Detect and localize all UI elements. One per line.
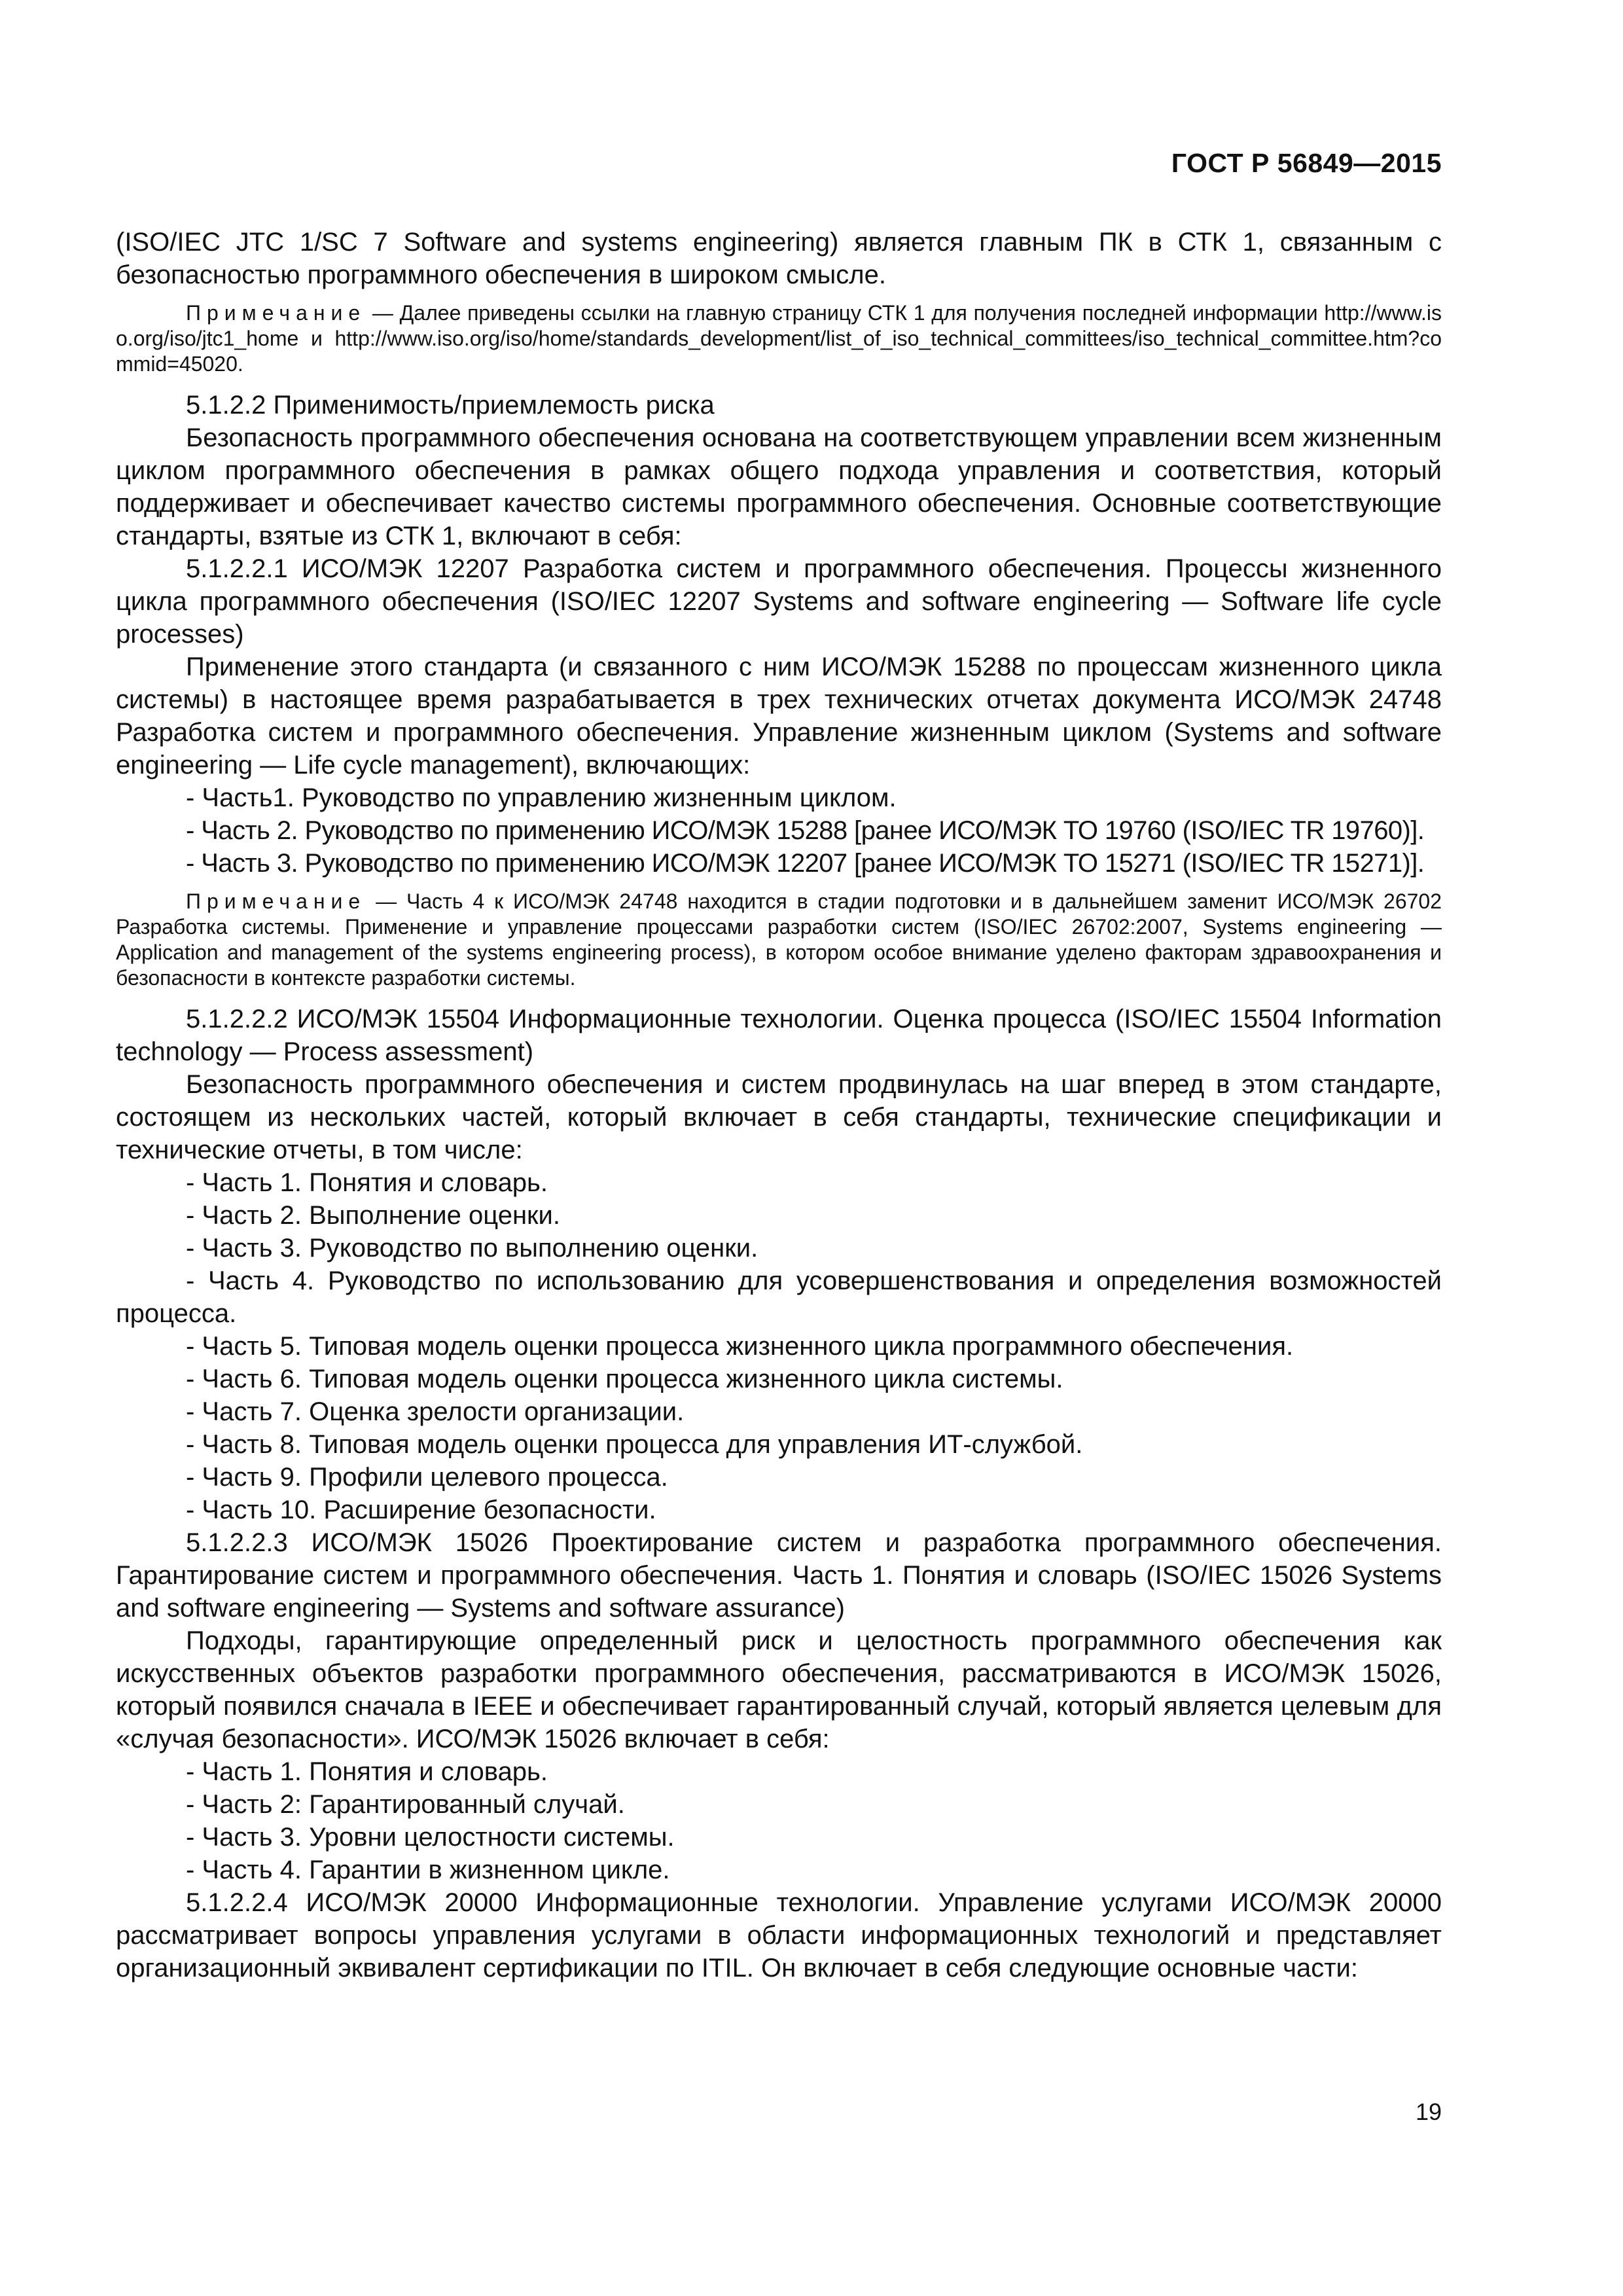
- section-heading: 5.1.2.2.3 ИСО/МЭК 15026 Проектирование систем и разработка программного обеспечения. Гарантирование систем и программного обеспечения. Часть 1. Понятия и словарь (ISO/IEC 15026 Systems and software engineering — Systems and software assurance): [116, 1528, 1442, 1623]
- document-header: ГОСТ Р 56849—2015: [1171, 148, 1442, 178]
- paragraph: Безопасность программного обеспечения и систем продвинулась на шаг вперед в этом стандарте, состоящем из нескольких частей, который включает в себя стандарты, технические спецификации и технические отчеты, в том числе:: [116, 1070, 1442, 1164]
- note-text: — Далее приведены ссылки на главную страницу СТК 1 для получения последней информации http://www.iso.org/iso/jtc1_home и http://www.iso.org/iso/home/standards_development/list_of_iso_technical_committees/iso_technical_committee.htm?commid=45020.: [116, 301, 1442, 376]
- section-heading: 5.1.2.2.2 ИСО/МЭК 15504 Информационные технологии. Оценка процесса (ISO/IEC 15504 Information technology — Process assessment): [116, 1005, 1442, 1066]
- list-item: - Часть 2: Гарантированный случай.: [186, 1790, 625, 1819]
- list-item: - Часть 8. Типовая модель оценки процесса для управления ИТ-службой.: [186, 1430, 1083, 1459]
- page-number: 19: [1415, 2098, 1442, 2125]
- list-item: - Часть 2. Выполнение оценки.: [186, 1201, 561, 1230]
- section-heading: 5.1.2.2.4 ИСО/МЭК 20000 Информационные технологии. Управление услугами ИСО/МЭК 20000 рассматривает вопросы управления услугами в области информационных технологий и представляет организационный эквивалент сертификации по ITIL. Он включает в себя следующие основные части:: [116, 1888, 1442, 1982]
- note-text: — Часть 4 к ИСО/МЭК 24748 находится в стадии подготовки и в дальнейшем заменит ИСО/МЭК 26702 Разработка системы. Применение и управление процессами разработки систем (ISO/IEC 26702:2007, Systems engineering — Application and management of the systems engineering process), в котором особое внимание уделено факторам здравоохранения и безопасности в контексте разработки системы.: [116, 889, 1442, 990]
- note: [116, 300, 1442, 377]
- note-label: Примечание: [186, 301, 366, 325]
- paragraph: Подходы, гарантирующие определенный риск и целостность программного обеспечения как искусственных объектов разработки программного обеспечения, рассматриваются в ИСО/МЭК 15026, который появился сначала в IEEE и обеспечивает гарантированный случай, который является целевым для «случая безопасности». ИСО/МЭК 15026 включает в себя:: [116, 1626, 1442, 1753]
- note: [116, 889, 1442, 991]
- list-item: - Часть 2. Руководство по применению ИСО/МЭК 15288 [ранее ИСО/МЭК ТО 19760 (ISO/IEC TR 19760)].: [186, 816, 1425, 845]
- list-item: - Часть 3. Руководство по выполнению оценки.: [186, 1234, 758, 1263]
- paragraph: Применение этого стандарта (и связанного с ним ИСО/МЭК 15288 по процессам жизненного цикла системы) в настоящее время разрабатывается в трех технических отчетах документа ИСО/МЭК 24748 Разработка систем и программного обеспечения. Управление жизненным циклом (Systems and software engineering — Life cycle management), включающих:: [116, 653, 1442, 780]
- list-item: - Часть1. Руководство по управлению жизненным циклом.: [186, 783, 897, 812]
- list-item: - Часть 5. Типовая модель оценки процесса жизненного цикла программного обеспечения.: [186, 1332, 1294, 1361]
- document-page: [116, 0, 1442, 2296]
- list-item: - Часть 3. Руководство по применению ИСО/МЭК 12207 [ранее ИСО/МЭК ТО 15271 (ISO/IEC TR 15271)].: [186, 849, 1425, 878]
- list-item: - Часть 9. Профили целевого процесса.: [186, 1463, 668, 1492]
- list-item: - Часть 7. Оценка зрелости организации.: [186, 1397, 685, 1426]
- list-item: - Часть 4. Гарантии в жизненном цикле.: [186, 1856, 670, 1884]
- list-item: - Часть 4. Руководство по использованию для усовершенствования и определения возможностей процесса.: [116, 1266, 1442, 1328]
- section-heading: 5.1.2.2 Применимость/приемлемость риска: [186, 391, 715, 420]
- paragraph: Безопасность программного обеспечения основана на соответствующем управлении всем жизненным циклом программного обеспечения в рамках общего подхода управления и соответствия, который поддерживает и обеспечивает качество системы программного обеспечения. Основные соответствующие стандарты, взятые из СТК 1, включают в себя:: [116, 423, 1442, 550]
- list-item: - Часть 1. Понятия и словарь.: [186, 1757, 548, 1786]
- paragraph: (ISO/IEC JTC 1/SC 7 Software and systems engineering) является главным ПК в СТК 1, связанным с безопасностью программного обеспечения в широком смысле.: [116, 228, 1442, 289]
- list-item: - Часть 1. Понятия и словарь.: [186, 1168, 548, 1197]
- list-item: - Часть 3. Уровни целостности системы.: [186, 1823, 675, 1852]
- list-item: - Часть 10. Расширение безопасности.: [186, 1496, 656, 1524]
- note-label: Примечание: [186, 889, 366, 913]
- list-item: - Часть 6. Типовая модель оценки процесса жизненного цикла системы.: [186, 1365, 1063, 1393]
- document-body: [116, 226, 1442, 1984]
- section-heading: 5.1.2.2.1 ИСО/МЭК 12207 Разработка систем и программного обеспечения. Процессы жизненного цикла программного обеспечения (ISO/IEC 12207 Systems and software engineering — Software life cycle processes): [116, 554, 1442, 649]
